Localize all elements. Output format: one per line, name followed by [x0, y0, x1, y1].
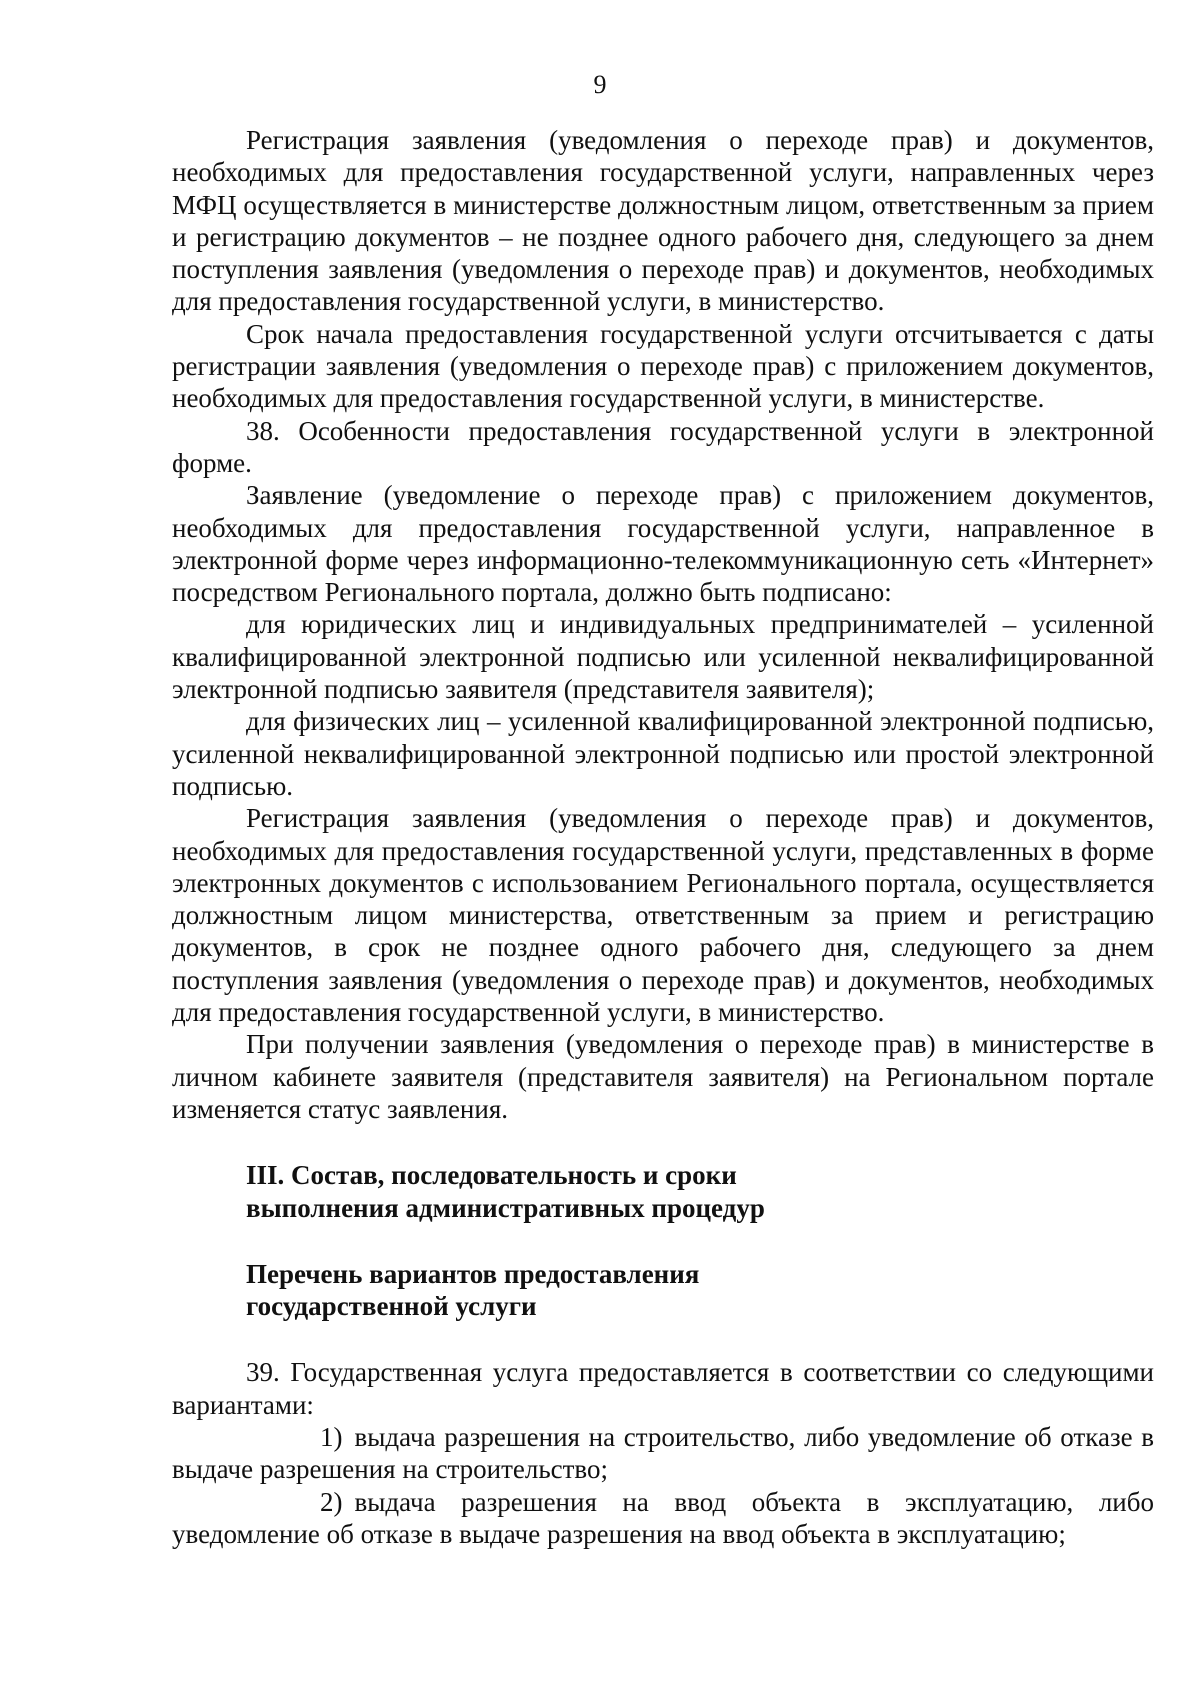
- paragraph-item-39: 39. Государственная услуга предоставляется в соответствии со следующими вариантами:: [172, 1357, 1154, 1420]
- page-number: 9: [593, 70, 607, 99]
- subsection-heading-line1: Перечень вариантов предоставления: [246, 1258, 700, 1289]
- list-item: [172, 1421, 1154, 1486]
- section-heading-line1: III. Состав, последовательность и сроки: [246, 1160, 737, 1191]
- list-item-text: выдача разрешения на строительство, либо уведомление об отказе в выдаче разрешения на строительство;: [172, 1421, 1154, 1485]
- list-item-text: выдача разрешения на ввод объекта в эксплуатацию, либо уведомление об отказе в выдаче разрешения на ввод объекта в эксплуатацию;: [172, 1486, 1154, 1549]
- list-item: [172, 1486, 1154, 1551]
- document-body: [172, 124, 1154, 1550]
- subsection-heading-line2: государственной услуги: [246, 1291, 537, 1322]
- list-item-number: 1): [320, 1421, 343, 1452]
- paragraph-individuals: для физических лиц – усиленной квалифицированной электронной подписью, усиленной неквалифицированной электронной подписью или простой электронной подписью.: [172, 706, 1154, 801]
- section-heading: [172, 1159, 1154, 1224]
- paragraph-registration-portal: Регистрация заявления (уведомления о переходе прав) и документов, необходимых для предоставления государственной услуги, представленных в форме электронных документов с использованием Регионального портала, осуществляется должностным лицом министерства, ответственным за прием и регистрацию документов, в срок не позднее одного рабочего дня, следующего за днем поступления заявления (уведомления о переходе прав) и документов, необходимых для предоставления государственной услуги, в министерство.: [172, 803, 1154, 1028]
- subsection-heading: [172, 1258, 1154, 1323]
- section-heading-line2: выполнения административных процедур: [246, 1192, 765, 1223]
- paragraph-legal-entities: для юридических лиц и индивидуальных предпринимателей – усиленной квалифицированной электронной подписью или усиленной неквалифицированной электронной подписью заявителя (представителя заявителя);: [172, 609, 1154, 705]
- paragraph-electronic-application: Заявление (уведомление о переходе прав) с приложением документов, необходимых для предоставления государственной услуги, направленное в электронной форме через информационно-телекоммуникационную сеть «Интернет» посредством Регионального портала, должно быть подписано:: [172, 480, 1154, 608]
- paragraph-registration-mfc: Регистрация заявления (уведомления о переходе прав) и документов, необходимых для предоставления государственной услуги, направленных через МФЦ осуществляется в министерстве должностным лицом, ответственным за прием и регистрацию документов – не позднее одного рабочего дня, следующего за днем поступления заявления (уведомления о переходе прав) и документов, необходимых для предоставления государственной услуги, в министерство.: [172, 125, 1154, 317]
- list-item-number: 2): [320, 1486, 343, 1517]
- paragraph-service-start: Срок начала предоставления государственной услуги отсчитывается с даты регистрации заявления (уведомления о переходе прав) с приложением документов, необходимых для предоставления государственной услуги, в министерстве.: [172, 318, 1154, 414]
- paragraph-status-change: При получении заявления (уведомления о переходе прав) в министерстве в личном кабинете заявителя (представителя заявителя) на Региональном портале изменяется статус заявления.: [172, 1029, 1154, 1124]
- paragraph-item-38: 38. Особенности предоставления государственной услуги в электронной форме.: [172, 415, 1154, 478]
